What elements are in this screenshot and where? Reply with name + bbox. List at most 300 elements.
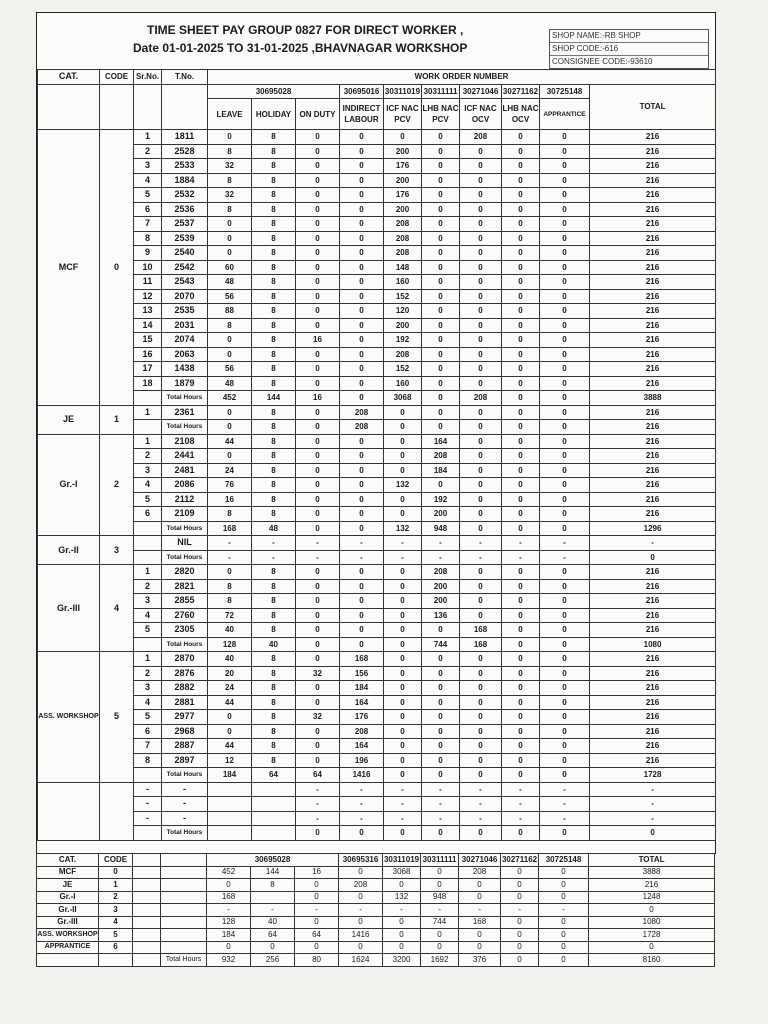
value-cell: 0 [296,318,340,333]
value-cell: 208 [384,246,422,261]
total-cell: 216 [590,420,716,435]
value-cell: 8 [252,159,296,174]
shop-name: SHOP NAME:-RB SHOP [550,30,708,43]
summary-value: 132 [383,891,421,904]
value-cell: 0 [340,579,384,594]
tno-cell: - [162,782,208,797]
value-cell: 164 [422,434,460,449]
value-cell: 0 [540,275,590,290]
value-cell: 0 [540,753,590,768]
srno-cell: 3 [134,159,162,174]
value-cell: 0 [296,463,340,478]
summary-wo: 30311019 [383,854,421,867]
srno-cell: 12 [134,289,162,304]
value-cell: 0 [502,188,540,203]
value-cell: 0 [422,289,460,304]
value-cell: 0 [502,623,540,638]
value-cell: 0 [540,463,590,478]
value-cell: 76 [208,478,252,493]
tno-cell: 2086 [162,478,208,493]
value-cell: 0 [384,449,422,464]
summary-row [37,941,715,954]
tno-cell: 2031 [162,318,208,333]
wo-30271162: 30271162 [502,84,540,99]
consignee-code: CONSIGNEE CODE:-93610 [552,57,653,66]
value-cell: 8 [252,144,296,159]
value-cell: 0 [296,623,340,638]
value-cell: 24 [208,463,252,478]
summary-total-value: 256 [251,954,295,967]
value-cell: 8 [252,260,296,275]
value-cell: 0 [296,362,340,377]
value-cell: 216 [590,260,716,275]
value-cell: 0 [422,217,460,232]
value-cell: 0 [384,681,422,696]
value-cell: - [502,536,540,551]
value-cell: 8 [252,594,296,609]
total-cell: - [502,550,540,565]
value-cell: 0 [460,478,502,493]
value-cell: 0 [540,507,590,522]
value-cell: 0 [460,188,502,203]
wo-30311019: 30311019 [384,84,422,99]
value-cell: - [340,797,384,812]
total-cell: 0 [422,826,460,841]
tno-cell: 2533 [162,159,208,174]
value-cell: 0 [296,753,340,768]
table-row [38,695,716,710]
value-cell: 0 [422,304,460,319]
summary-value: 0 [501,891,539,904]
total-cell [252,826,296,841]
value-cell: 0 [502,594,540,609]
total-cell: 144 [252,391,296,406]
total-cell: 0 [422,768,460,783]
value-cell: 0 [384,492,422,507]
value-cell: 8 [252,376,296,391]
value-cell: 192 [384,333,422,348]
value-cell: 0 [296,260,340,275]
value-cell: 192 [422,492,460,507]
category-cell: Gr.-II [38,536,100,565]
value-cell: - [540,811,590,826]
srno-cell: 9 [134,246,162,261]
total-cell: 0 [384,768,422,783]
value-cell: 0 [340,231,384,246]
value-cell: 0 [422,130,460,145]
value-cell: 164 [340,695,384,710]
total-cell: 0 [340,826,384,841]
value-cell: 0 [540,449,590,464]
value-cell: 8 [252,739,296,754]
summary-value: 0 [589,941,715,954]
value-cell: 0 [296,304,340,319]
value-cell: 164 [340,739,384,754]
value-cell: 0 [296,478,340,493]
value-cell: 8 [252,434,296,449]
value-cell: 72 [208,608,252,623]
tno-cell: 2882 [162,681,208,696]
group-total-row [38,420,716,435]
total-cell: 0 [502,637,540,652]
table-row [38,782,716,797]
total-cell: 0 [590,550,716,565]
title-line2: Date 01-01-2025 TO 31-01-2025 ,BHAVNAGAR WORKSHOP [133,41,468,55]
value-cell: 196 [340,753,384,768]
value-cell: 8 [252,695,296,710]
tno-cell: 2820 [162,565,208,580]
summary-total-value: 0 [539,954,589,967]
value-cell: 0 [422,202,460,217]
srno-cell: 11 [134,275,162,290]
value-cell: 8 [252,753,296,768]
value-cell: 20 [208,666,252,681]
value-cell: 8 [252,449,296,464]
value-cell: 0 [384,579,422,594]
value-cell: 0 [340,565,384,580]
value-cell: - [590,811,716,826]
value-cell: 0 [540,681,590,696]
value-cell: 0 [540,304,590,319]
value-cell: 0 [296,507,340,522]
summary-value: 0 [339,891,383,904]
value-cell: 0 [460,246,502,261]
value-cell: 0 [460,724,502,739]
value-cell: 216 [590,289,716,304]
table-row [38,202,716,217]
value-cell: 0 [460,362,502,377]
shop-code: SHOP CODE:-616 [550,43,708,56]
value-cell: - [296,536,340,551]
summary-table [36,853,715,967]
value-cell: 0 [502,739,540,754]
summary-total-row [37,954,715,967]
category-cell: Gr.-I [38,434,100,536]
value-cell: 44 [208,739,252,754]
value-cell: 0 [422,246,460,261]
value-cell [252,782,296,797]
value-cell: 176 [384,188,422,203]
value-cell: 0 [540,666,590,681]
value-cell: 200 [384,202,422,217]
value-cell: 32 [296,710,340,725]
total-cell: 64 [252,768,296,783]
value-cell: 0 [208,724,252,739]
summary-value: 0 [339,916,383,929]
value-cell: 0 [460,579,502,594]
value-cell: 8 [252,275,296,290]
value-cell: 0 [460,217,502,232]
value-cell: - [502,811,540,826]
value-cell: 0 [422,188,460,203]
value-cell: 8 [252,333,296,348]
value-cell: 0 [340,463,384,478]
srno-cell: 4 [134,608,162,623]
table-row [38,739,716,754]
summary-wo: 30695028 [207,854,339,867]
value-cell: 0 [296,275,340,290]
value-cell: 44 [208,695,252,710]
tno-cell: 2109 [162,507,208,522]
value-cell: - [422,782,460,797]
value-cell: 8 [208,594,252,609]
summary-cat: APPRANTICE [37,941,99,954]
value-cell: 12 [208,753,252,768]
srno-cell: 2 [134,449,162,464]
summary-row [37,929,715,942]
summary-value: 184 [207,929,251,942]
summary-total-value: 376 [459,954,501,967]
value-cell: 208 [340,724,384,739]
value-cell: 0 [208,449,252,464]
value-cell: 216 [590,492,716,507]
value-cell: 0 [384,623,422,638]
summary-value: 0 [501,879,539,892]
value-cell: 0 [296,681,340,696]
value-cell: 216 [590,724,716,739]
value-cell: 0 [502,333,540,348]
value-cell: 8 [252,246,296,261]
value-cell: 0 [384,753,422,768]
value-cell: 0 [422,231,460,246]
srno-cell: 8 [134,753,162,768]
value-cell: 152 [384,362,422,377]
value-cell: 0 [340,449,384,464]
code-cell: 4 [100,565,134,652]
table-row [38,753,716,768]
value-cell: 0 [340,260,384,275]
value-cell: 0 [502,724,540,739]
value-cell: 0 [502,260,540,275]
group-total-row [38,826,716,841]
srno-cell: 7 [134,739,162,754]
tno-cell: 2870 [162,652,208,667]
value-cell: 0 [540,608,590,623]
total-cell: 0 [460,768,502,783]
table-row [38,362,716,377]
value-cell: 0 [502,130,540,145]
value-cell: 0 [296,724,340,739]
tno-cell: 2977 [162,710,208,725]
summary-value: 208 [339,879,383,892]
value-cell: 0 [502,753,540,768]
total-cell: 0 [460,826,502,841]
total-cell: 0 [502,768,540,783]
value-cell: 216 [590,710,716,725]
table-row [38,710,716,725]
srno-cell: 1 [134,130,162,145]
summary-value: 0 [207,941,251,954]
value-cell: 0 [502,231,540,246]
total-cell: 0 [540,521,590,536]
value-cell: 148 [384,260,422,275]
value-cell: 0 [340,130,384,145]
value-cell: 0 [384,739,422,754]
value-cell: 8 [208,202,252,217]
value-cell: 0 [422,753,460,768]
value-cell: 0 [340,159,384,174]
summary-wo: 30271162 [501,854,539,867]
value-cell: 0 [296,246,340,261]
summary-value: - [421,904,459,917]
summary-col-total: TOTAL [589,854,715,867]
table-row [38,507,716,522]
value-cell: 216 [590,463,716,478]
summary-value: 948 [421,891,459,904]
value-cell: 0 [340,289,384,304]
value-cell: 208 [340,405,384,420]
value-cell: 216 [590,449,716,464]
value-cell: 8 [252,405,296,420]
value-cell: 0 [422,260,460,275]
value-cell: 0 [502,202,540,217]
value-cell: 0 [340,492,384,507]
tno-cell: 2760 [162,608,208,623]
timesheet [36,12,716,854]
srno-cell: 1 [134,652,162,667]
value-cell [252,811,296,826]
value-cell: 32 [208,188,252,203]
value-cell: 200 [384,173,422,188]
value-cell: 0 [340,304,384,319]
tno-cell: 2528 [162,144,208,159]
col-cat: CAT. [38,70,100,85]
summary-value: 1728 [589,929,715,942]
value-cell: 48 [208,275,252,290]
value-cell: 0 [460,173,502,188]
srno-cell: 1 [134,565,162,580]
tno-cell: 2112 [162,492,208,507]
table-row [38,304,716,319]
total-cell: 452 [208,391,252,406]
value-cell: 0 [208,217,252,232]
value-cell: 0 [422,652,460,667]
value-cell: 0 [340,608,384,623]
col-code: CODE [100,70,134,85]
timesheet-header [37,13,715,70]
summary-code: 3 [99,904,133,917]
value-cell: 0 [540,130,590,145]
value-cell: 48 [208,376,252,391]
summary-total-value: 80 [295,954,339,967]
summary-value: - [539,904,589,917]
tno-cell: 2536 [162,202,208,217]
value-cell: 200 [384,144,422,159]
tno-cell: 2540 [162,246,208,261]
total-cell: - [422,550,460,565]
value-cell: 0 [502,666,540,681]
value-cell: 216 [590,695,716,710]
group-total-row [38,550,716,565]
srno-cell: 4 [134,173,162,188]
srno-cell: 1 [134,434,162,449]
total-cell: 0 [208,420,252,435]
total-cell: 0 [502,420,540,435]
title-line1: TIME SHEET PAY GROUP 0827 FOR DIRECT WORKER , [147,23,464,37]
col-total: TOTAL [590,84,716,130]
value-cell: 0 [296,188,340,203]
value-cell: 200 [422,507,460,522]
value-cell: 0 [540,565,590,580]
value-cell: 0 [460,753,502,768]
total-cell: 0 [422,420,460,435]
summary-value: 0 [589,904,715,917]
value-cell: 0 [384,710,422,725]
value-cell: 0 [340,173,384,188]
summary-value: 0 [295,941,339,954]
summary-value: 1416 [339,929,383,942]
total-cell: 1416 [340,768,384,783]
summary-value: 0 [421,929,459,942]
summary-value: 0 [383,916,421,929]
value-cell: 32 [208,159,252,174]
total-hours-label: Total Hours [162,768,208,783]
value-cell: 8 [208,144,252,159]
tno-cell: 2361 [162,405,208,420]
total-cell: - [252,550,296,565]
value-cell: 0 [502,449,540,464]
value-cell: 0 [340,188,384,203]
value-cell: 0 [540,376,590,391]
value-cell: 0 [502,710,540,725]
table-row [38,652,716,667]
summary-row [37,866,715,879]
value-cell: 8 [252,507,296,522]
value-cell: 0 [540,347,590,362]
value-cell: 0 [422,173,460,188]
value-cell: 0 [502,463,540,478]
value-cell: 8 [252,710,296,725]
total-cell: 0 [340,637,384,652]
value-cell: 0 [540,362,590,377]
value-cell: - [460,536,502,551]
table-row [38,797,716,812]
value-cell: 0 [540,739,590,754]
value-cell: 0 [460,463,502,478]
value-cell: 184 [422,463,460,478]
value-cell: 216 [590,608,716,623]
value-cell: 152 [384,289,422,304]
table-row [38,260,716,275]
value-cell: 216 [590,188,716,203]
tno-cell: 2968 [162,724,208,739]
total-cell: 208 [340,420,384,435]
value-cell: 0 [296,217,340,232]
value-cell: 16 [208,492,252,507]
total-cell: 1080 [590,637,716,652]
summary-code: 6 [99,941,133,954]
value-cell: 0 [422,159,460,174]
total-cell [208,826,252,841]
value-cell: 0 [540,289,590,304]
value-cell: 0 [384,652,422,667]
col-lhb-nac-ocv: LHB NAC OCV [502,99,540,130]
value-cell: - [540,782,590,797]
value-cell: 200 [384,318,422,333]
wo-30311111: 30311111 [422,84,460,99]
summary-value: 40 [251,916,295,929]
total-cell: 0 [340,521,384,536]
value-cell: 216 [590,159,716,174]
table-row [38,449,716,464]
table-row [38,144,716,159]
value-cell: 8 [208,579,252,594]
value-cell: 0 [384,507,422,522]
value-cell: 8 [208,173,252,188]
value-cell: - [590,782,716,797]
summary-value: 0 [295,891,339,904]
tno-cell: 2074 [162,333,208,348]
